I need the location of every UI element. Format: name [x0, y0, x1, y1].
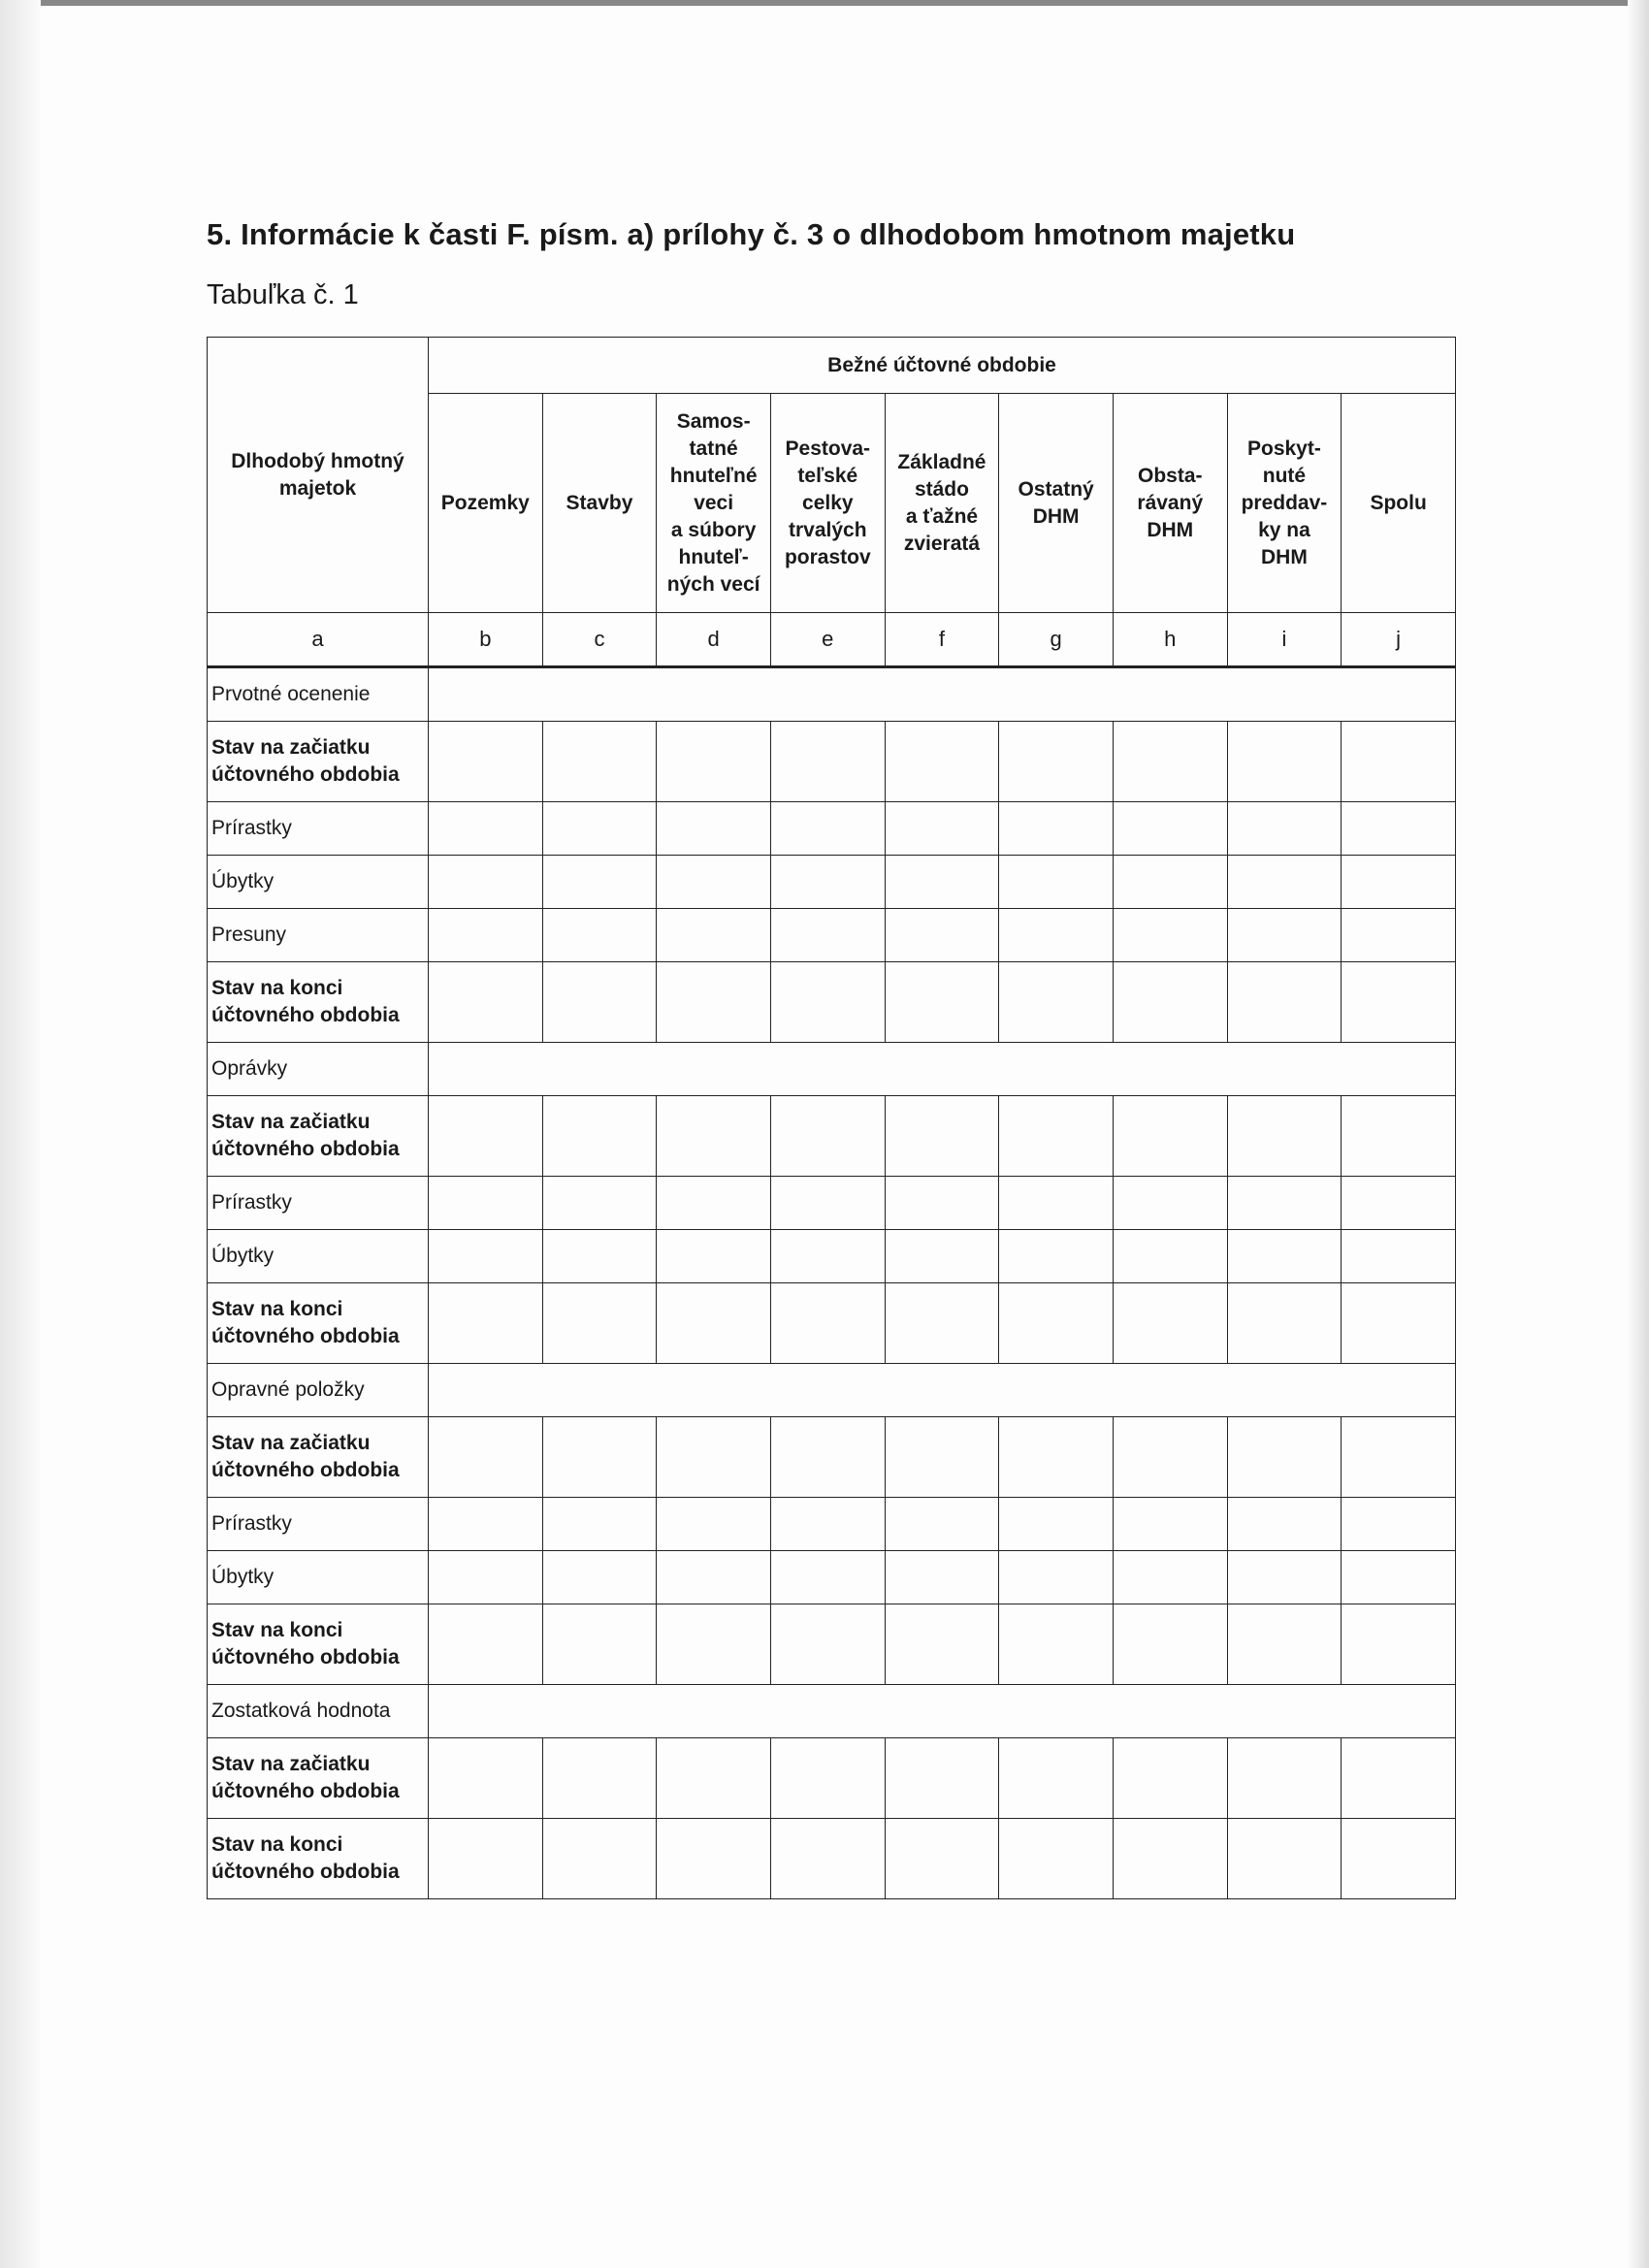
column-header: Poskyt- nuté preddav- ky na DHM: [1227, 394, 1342, 613]
value-cell[interactable]: [1113, 909, 1227, 962]
table-row: [208, 1096, 1456, 1177]
value-cell[interactable]: [1227, 1283, 1342, 1364]
column-header: Spolu: [1342, 394, 1456, 613]
value-cell[interactable]: [657, 1498, 771, 1551]
table-row: [208, 856, 1456, 909]
value-cell[interactable]: [429, 1283, 543, 1364]
value-cell[interactable]: [1227, 1604, 1342, 1685]
value-cell[interactable]: [429, 1819, 543, 1899]
value-cell[interactable]: [657, 1417, 771, 1498]
value-cell[interactable]: [885, 962, 999, 1043]
value-cell[interactable]: [885, 1551, 999, 1604]
value-cell[interactable]: [542, 802, 657, 856]
row-label: Úbytky: [208, 1551, 429, 1604]
value-cell[interactable]: [1342, 962, 1456, 1043]
value-cell[interactable]: [1342, 1819, 1456, 1899]
column-letter: d: [657, 613, 771, 667]
value-cell[interactable]: [770, 909, 885, 962]
value-cell[interactable]: [1342, 1096, 1456, 1177]
column-header: Samos- tatné hnuteľné veci a súbory hnuteľ- ných vecí: [657, 394, 771, 613]
value-cell[interactable]: [999, 1230, 1114, 1283]
value-cell[interactable]: [657, 1551, 771, 1604]
value-cell[interactable]: [542, 1283, 657, 1364]
value-cell[interactable]: [1227, 1096, 1342, 1177]
header-row-group: [208, 338, 1456, 394]
value-cell[interactable]: [1227, 962, 1342, 1043]
value-cell[interactable]: [999, 1604, 1114, 1685]
value-cell[interactable]: [542, 1498, 657, 1551]
table-caption: Tabuľka č. 1: [207, 279, 359, 310]
value-cell[interactable]: [999, 1819, 1114, 1899]
value-cell[interactable]: [1342, 722, 1456, 802]
value-cell[interactable]: [770, 1498, 885, 1551]
row-label: Prírastky: [208, 1498, 429, 1551]
column-letter: h: [1113, 613, 1227, 667]
value-cell[interactable]: [1342, 1230, 1456, 1283]
value-cell[interactable]: [429, 802, 543, 856]
value-cell[interactable]: [770, 1230, 885, 1283]
table-row: [208, 802, 1456, 856]
value-cell[interactable]: [542, 1551, 657, 1604]
value-cell[interactable]: [1342, 1417, 1456, 1498]
value-cell[interactable]: [657, 1738, 771, 1819]
column-letter: f: [885, 613, 999, 667]
value-cell[interactable]: [770, 1417, 885, 1498]
row-label: Úbytky: [208, 856, 429, 909]
value-cell[interactable]: [770, 1551, 885, 1604]
value-cell[interactable]: [542, 1096, 657, 1177]
value-cell[interactable]: [1113, 856, 1227, 909]
value-cell[interactable]: [885, 1417, 999, 1498]
value-cell[interactable]: [542, 1417, 657, 1498]
value-cell[interactable]: [999, 856, 1114, 909]
value-cell[interactable]: [885, 722, 999, 802]
row-label: Oprávky: [208, 1043, 429, 1096]
value-cell[interactable]: [885, 1096, 999, 1177]
value-cell[interactable]: [657, 1819, 771, 1899]
value-cell[interactable]: [999, 1738, 1114, 1819]
value-cell[interactable]: [770, 962, 885, 1043]
value-cell[interactable]: [999, 962, 1114, 1043]
column-letter: b: [429, 613, 543, 667]
value-cell[interactable]: [1113, 722, 1227, 802]
value-cell[interactable]: [1342, 856, 1456, 909]
value-cell[interactable]: [885, 1738, 999, 1819]
group-header: Bežné účtovné obdobie: [429, 338, 1456, 394]
value-cell[interactable]: [885, 1604, 999, 1685]
table-row: [208, 722, 1456, 802]
row-label: Zostatková hodnota: [208, 1685, 429, 1738]
row-label: Presuny: [208, 909, 429, 962]
table-row: [208, 1498, 1456, 1551]
value-cell[interactable]: [999, 1417, 1114, 1498]
value-cell[interactable]: [999, 1283, 1114, 1364]
value-cell[interactable]: [885, 909, 999, 962]
value-cell[interactable]: [1342, 1604, 1456, 1685]
value-cell[interactable]: [429, 909, 543, 962]
scan-edge: [0, 0, 1649, 6]
column-header: Ostatný DHM: [999, 394, 1114, 613]
table-row: [208, 1604, 1456, 1685]
value-cell[interactable]: [770, 1283, 885, 1364]
value-cell[interactable]: [542, 1738, 657, 1819]
table-row: [208, 1177, 1456, 1230]
value-cell[interactable]: [542, 962, 657, 1043]
column-letter: a: [208, 613, 429, 667]
value-cell[interactable]: [1227, 856, 1342, 909]
value-cell[interactable]: [1113, 1551, 1227, 1604]
section-row: [208, 1043, 1456, 1096]
value-cell[interactable]: [657, 962, 771, 1043]
value-cell[interactable]: [429, 1498, 543, 1551]
value-cell[interactable]: [1342, 1551, 1456, 1604]
value-cell[interactable]: [429, 1551, 543, 1604]
value-cell[interactable]: [542, 1819, 657, 1899]
section-row: [208, 1685, 1456, 1738]
value-cell[interactable]: [885, 1283, 999, 1364]
value-cell[interactable]: [1113, 1230, 1227, 1283]
value-cell[interactable]: [1113, 1177, 1227, 1230]
column-header: Stavby: [542, 394, 657, 613]
row-label: Opravné položky: [208, 1364, 429, 1417]
row-label: Prírastky: [208, 802, 429, 856]
value-cell[interactable]: [770, 1177, 885, 1230]
row-label: Prvotné ocenenie: [208, 667, 429, 722]
value-cell[interactable]: [770, 1604, 885, 1685]
section-empty-cell: [429, 1685, 1456, 1738]
value-cell[interactable]: [999, 1096, 1114, 1177]
value-cell[interactable]: [885, 1230, 999, 1283]
value-cell[interactable]: [770, 1738, 885, 1819]
value-cell[interactable]: [885, 1177, 999, 1230]
row-label: Stav na začiatku účtovného obdobia: [208, 1096, 429, 1177]
value-cell[interactable]: [1227, 1738, 1342, 1819]
value-cell[interactable]: [657, 856, 771, 909]
value-cell[interactable]: [657, 1604, 771, 1685]
value-cell[interactable]: [885, 856, 999, 909]
value-cell[interactable]: [1113, 1096, 1227, 1177]
table-row: [208, 1417, 1456, 1498]
value-cell[interactable]: [770, 802, 885, 856]
value-cell[interactable]: [1342, 1177, 1456, 1230]
value-cell[interactable]: [1227, 1230, 1342, 1283]
value-cell[interactable]: [1342, 909, 1456, 962]
value-cell[interactable]: [1113, 1819, 1227, 1899]
table-row: [208, 962, 1456, 1043]
value-cell[interactable]: [770, 1819, 885, 1899]
value-cell[interactable]: [1342, 802, 1456, 856]
value-cell[interactable]: [1113, 1498, 1227, 1551]
value-cell[interactable]: [999, 909, 1114, 962]
row-label: Stav na konci účtovného obdobia: [208, 1819, 429, 1899]
table-row: [208, 1230, 1456, 1283]
value-cell[interactable]: [429, 1230, 543, 1283]
value-cell[interactable]: [1227, 1417, 1342, 1498]
table-row: [208, 1738, 1456, 1819]
value-cell[interactable]: [542, 1230, 657, 1283]
value-cell[interactable]: [1227, 802, 1342, 856]
value-cell[interactable]: [657, 1177, 771, 1230]
row-label: Stav na začiatku účtovného obdobia: [208, 1738, 429, 1819]
value-cell[interactable]: [429, 1177, 543, 1230]
row-label: Úbytky: [208, 1230, 429, 1283]
table-row: [208, 1283, 1456, 1364]
value-cell[interactable]: [1227, 722, 1342, 802]
value-cell[interactable]: [1113, 1283, 1227, 1364]
value-cell[interactable]: [429, 1096, 543, 1177]
column-letter: j: [1342, 613, 1456, 667]
value-cell[interactable]: [542, 909, 657, 962]
column-header: Obsta- rávaný DHM: [1113, 394, 1227, 613]
section-row: [208, 667, 1456, 722]
value-cell[interactable]: [1342, 1283, 1456, 1364]
value-cell[interactable]: [1342, 1498, 1456, 1551]
page-shadow-left: [0, 0, 41, 2268]
value-cell[interactable]: [1342, 1738, 1456, 1819]
section-title: 5. Informácie k časti F. písm. a) prílohy č. 3 o dlhodobom hmotnom majetku: [207, 217, 1296, 251]
value-cell[interactable]: [999, 802, 1114, 856]
value-cell[interactable]: [885, 1498, 999, 1551]
value-cell[interactable]: [770, 722, 885, 802]
value-cell[interactable]: [999, 1498, 1114, 1551]
value-cell[interactable]: [1227, 909, 1342, 962]
value-cell[interactable]: [429, 1417, 543, 1498]
value-cell[interactable]: [657, 1230, 771, 1283]
value-cell[interactable]: [999, 1551, 1114, 1604]
value-cell[interactable]: [657, 909, 771, 962]
value-cell[interactable]: [542, 722, 657, 802]
value-cell[interactable]: [657, 1096, 771, 1177]
column-header: Pozemky: [429, 394, 543, 613]
value-cell[interactable]: [1113, 1604, 1227, 1685]
section-empty-cell: [429, 1364, 1456, 1417]
value-cell[interactable]: [429, 1604, 543, 1685]
value-cell[interactable]: [1113, 962, 1227, 1043]
value-cell[interactable]: [1113, 802, 1227, 856]
value-cell[interactable]: [1227, 1551, 1342, 1604]
row-label: Stav na konci účtovného obdobia: [208, 962, 429, 1043]
column-letter: c: [542, 613, 657, 667]
section-empty-cell: [429, 1043, 1456, 1096]
value-cell[interactable]: [1227, 1819, 1342, 1899]
column-letter: e: [770, 613, 885, 667]
value-cell[interactable]: [1227, 1177, 1342, 1230]
column-header: Pestova- teľské celky trvalých porastov: [770, 394, 885, 613]
value-cell[interactable]: [429, 962, 543, 1043]
table-row: [208, 1819, 1456, 1899]
page-shadow-right: [1628, 0, 1649, 2268]
value-cell[interactable]: [1113, 1738, 1227, 1819]
header-row-letters: [208, 613, 1456, 667]
value-cell[interactable]: [885, 1819, 999, 1899]
value-cell[interactable]: [429, 1738, 543, 1819]
section-row: [208, 1364, 1456, 1417]
row-header: Dlhodobý hmotný majetok: [208, 338, 429, 613]
table-row: [208, 909, 1456, 962]
value-cell[interactable]: [657, 802, 771, 856]
value-cell[interactable]: [429, 722, 543, 802]
row-label: Stav na konci účtovného obdobia: [208, 1283, 429, 1364]
column-letter: i: [1227, 613, 1342, 667]
section-empty-cell: [429, 667, 1456, 722]
value-cell[interactable]: [1227, 1498, 1342, 1551]
row-label: Prírastky: [208, 1177, 429, 1230]
value-cell[interactable]: [770, 1096, 885, 1177]
value-cell[interactable]: [657, 1283, 771, 1364]
value-cell[interactable]: [657, 722, 771, 802]
column-header: Základné stádo a ťažné zvieratá: [885, 394, 999, 613]
row-label: Stav na konci účtovného obdobia: [208, 1604, 429, 1685]
column-letter: g: [999, 613, 1114, 667]
value-cell[interactable]: [770, 856, 885, 909]
value-cell[interactable]: [1113, 1417, 1227, 1498]
value-cell[interactable]: [542, 856, 657, 909]
value-cell[interactable]: [542, 1604, 657, 1685]
table-row: [208, 1551, 1456, 1604]
row-label: Stav na začiatku účtovného obdobia: [208, 722, 429, 802]
value-cell[interactable]: [999, 722, 1114, 802]
value-cell[interactable]: [999, 1177, 1114, 1230]
value-cell[interactable]: [429, 856, 543, 909]
value-cell[interactable]: [885, 802, 999, 856]
value-cell[interactable]: [542, 1177, 657, 1230]
fixed-assets-table: [207, 337, 1456, 1899]
row-label: Stav na začiatku účtovného obdobia: [208, 1417, 429, 1498]
